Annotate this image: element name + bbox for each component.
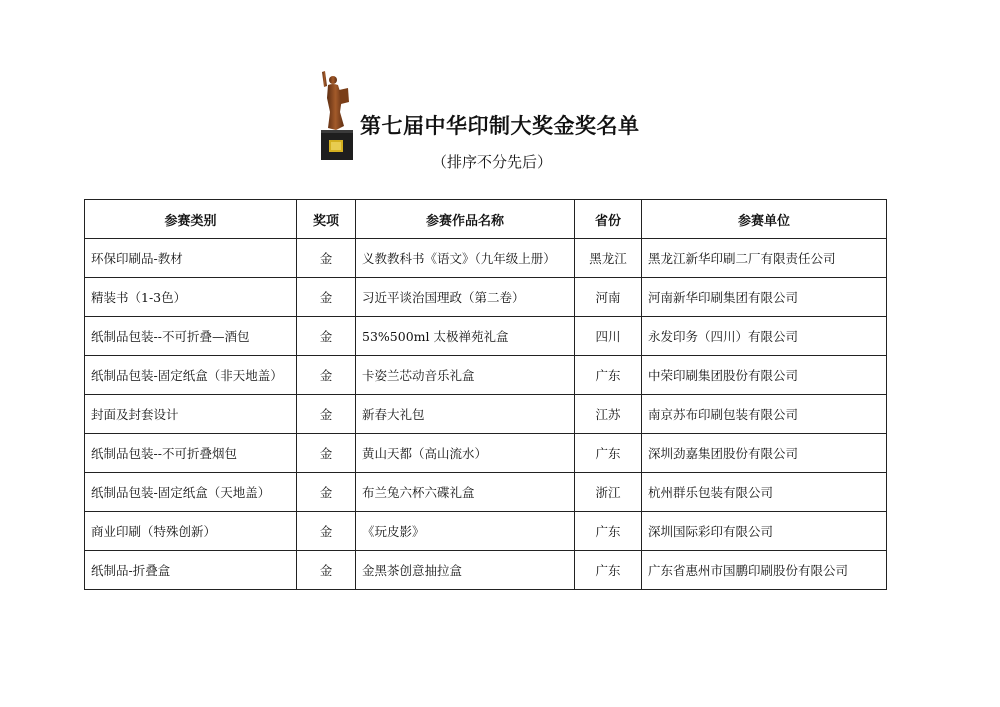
table-row: [85, 434, 887, 473]
header-category: 参赛类别: [85, 200, 297, 239]
cell-category: 纸制品包装-固定纸盒（天地盖）: [85, 473, 297, 512]
cell-province: 四川: [575, 317, 642, 356]
table-row: [85, 239, 887, 278]
cell-award: 金: [297, 551, 356, 590]
cell-province: 浙江: [575, 473, 642, 512]
cell-province: 广东: [575, 551, 642, 590]
cell-category: 封面及封套设计: [85, 395, 297, 434]
cell-province: 广东: [575, 434, 642, 473]
table-row: [85, 395, 887, 434]
cell-province: 广东: [575, 512, 642, 551]
table-row: [85, 278, 887, 317]
page-subtitle: （排序不分先后）: [432, 153, 553, 171]
table-row: [85, 356, 887, 395]
cell-province: 江苏: [575, 395, 642, 434]
table-row: [85, 473, 887, 512]
cell-award: 金: [297, 395, 356, 434]
table-header-row: [85, 200, 887, 239]
cell-award: 金: [297, 434, 356, 473]
cell-award: 金: [297, 473, 356, 512]
cell-work: 习近平谈治国理政（第二卷）: [356, 278, 575, 317]
trophy-icon: [312, 68, 358, 162]
table-row: [85, 512, 887, 551]
cell-category: 精装书（1-3色）: [85, 278, 297, 317]
cell-work: 新春大礼包: [356, 395, 575, 434]
cell-work: 《玩皮影》: [356, 512, 575, 551]
page-title: 第七届中华印制大奖金奖名单: [360, 114, 640, 138]
cell-unit: 深圳劲嘉集团股份有限公司: [642, 434, 887, 473]
cell-award: 金: [297, 512, 356, 551]
cell-work: 黄山天都（高山流水）: [356, 434, 575, 473]
cell-work: 金黑茶创意抽拉盒: [356, 551, 575, 590]
cell-category: 纸制品包装--不可折叠烟包: [85, 434, 297, 473]
awards-table: [84, 199, 887, 590]
header-work: 参赛作品名称: [356, 200, 575, 239]
cell-work: 53%500ml 太极禅苑礼盒: [356, 317, 575, 356]
table-row: [85, 551, 887, 590]
cell-award: 金: [297, 239, 356, 278]
cell-work: 义教教科书《语文》（九年级上册）: [356, 239, 575, 278]
cell-work: 布兰兔六杯六碟礼盒: [356, 473, 575, 512]
cell-category: 纸制品包装--不可折叠—酒包: [85, 317, 297, 356]
table-row: [85, 317, 887, 356]
header-unit: 参赛单位: [642, 200, 887, 239]
cell-unit: 中荣印刷集团股份有限公司: [642, 356, 887, 395]
cell-category: 纸制品包装-固定纸盒（非天地盖）: [85, 356, 297, 395]
cell-award: 金: [297, 356, 356, 395]
cell-province: 河南: [575, 278, 642, 317]
cell-unit: 深圳国际彩印有限公司: [642, 512, 887, 551]
header-province: 省份: [575, 200, 642, 239]
cell-category: 商业印刷（特殊创新）: [85, 512, 297, 551]
cell-unit: 河南新华印刷集团有限公司: [642, 278, 887, 317]
cell-work: 卡姿兰芯动音乐礼盒: [356, 356, 575, 395]
cell-unit: 南京苏布印刷包装有限公司: [642, 395, 887, 434]
cell-unit: 永发印务（四川）有限公司: [642, 317, 887, 356]
cell-category: 环保印刷品-教材: [85, 239, 297, 278]
cell-unit: 广东省惠州市国鹏印刷股份有限公司: [642, 551, 887, 590]
cell-award: 金: [297, 317, 356, 356]
cell-category: 纸制品-折叠盒: [85, 551, 297, 590]
cell-unit: 杭州群乐包装有限公司: [642, 473, 887, 512]
cell-province: 黑龙江: [575, 239, 642, 278]
cell-unit: 黑龙江新华印刷二厂有限责任公司: [642, 239, 887, 278]
cell-award: 金: [297, 278, 356, 317]
cell-province: 广东: [575, 356, 642, 395]
header-award: 奖项: [297, 200, 356, 239]
